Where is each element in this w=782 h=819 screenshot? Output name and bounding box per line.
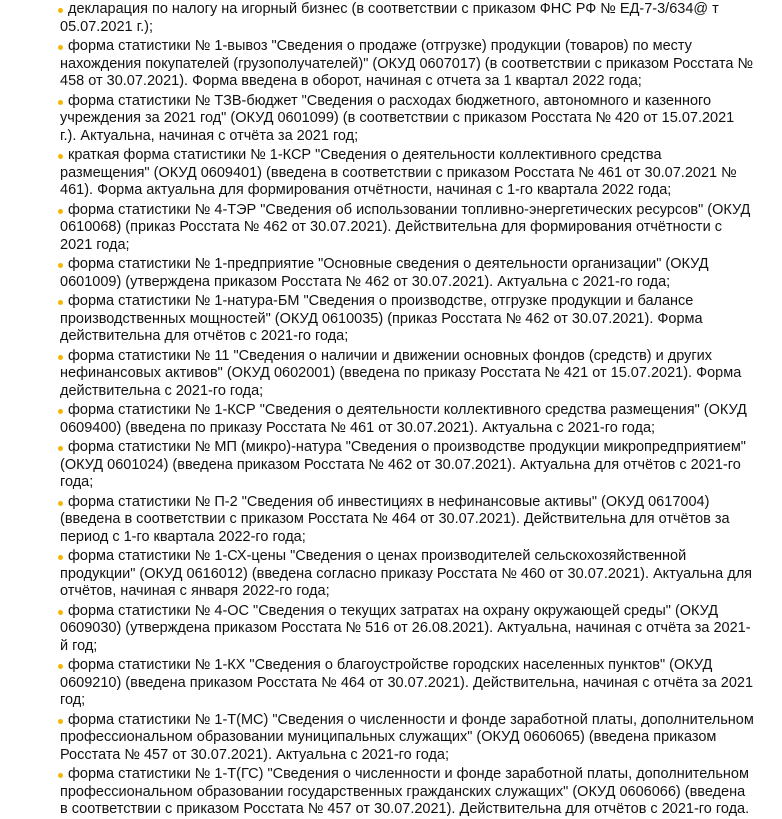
bullet-icon bbox=[58, 209, 63, 214]
list-item-text: форма статистики № 11 "Сведения о наличии и движении основных фондов (средств) и других нефинансовых активов" (ОКУД 0602001) (введена по приказу Росстата № 421 от 15.07.2021). Форма действительна с 2021-го года; bbox=[60, 347, 742, 399]
bullet-icon bbox=[58, 8, 63, 13]
bullet-icon bbox=[58, 501, 63, 506]
bullet-icon bbox=[58, 45, 63, 50]
list-item-text: форма статистики № 1-СХ-цены "Сведения о ценах производителей сельскохозяйственной продукции" (ОКУД 0616012) (введена согласно приказу Росстата № 460 от 30.07.2021). Актуальна для отчётов, начиная с января 2022-го года; bbox=[60, 548, 753, 599]
list-item bbox=[60, 348, 754, 401]
list-item-text: форма статистики № МП (микро)-натура "Сведения о производстве продукции микропредприятием" (ОКУД 0601024) (введена приказом Росстата № 462 от 30.07.2021). Актуальна для отчётов с 2021-го года; bbox=[60, 439, 746, 490]
list-item bbox=[60, 712, 754, 765]
list-item bbox=[60, 603, 754, 656]
list-item-text: форма статистики № 1-Т(ГС) "Сведения о численности и фонде заработной платы, дополнительном профессиональном образовании государственных гражданских служащих" (ОКУД 0606066) (введена в соответствии с приказом Росстата № 457 от 30.07.2021). Действительна для отчётов с 2021-го года. bbox=[60, 766, 750, 817]
list-item bbox=[60, 657, 754, 710]
bullet-icon bbox=[58, 409, 63, 414]
list-item bbox=[60, 202, 754, 255]
bullet-icon bbox=[58, 664, 63, 669]
bullet-icon bbox=[58, 446, 63, 451]
bullet-icon bbox=[58, 719, 63, 724]
list-item-text: форма статистики № 1-Т(МС) "Сведения о численности и фонде заработной платы, дополнительном профессиональном образовании муниципальных служащих" (ОКУД 0606065) (введена приказом Росстата № 457 от 30.07.2021). Актуальна с 2021-го года; bbox=[60, 711, 754, 763]
bullet-icon bbox=[58, 154, 63, 159]
list-item bbox=[60, 439, 754, 492]
bullet-icon bbox=[58, 300, 63, 305]
list-item bbox=[60, 1, 754, 36]
list-item-text: краткая форма статистики № 1-КСР "Сведения о деятельности коллективного средства размещения" (ОКУД 0609401) (введена в соответствии с приказом Росстата № 461 от 30.07.2021 № 461). Форма актуальна для формирования отчётности, начиная с 1-го квартала 2022 года; bbox=[60, 147, 737, 198]
bullet-icon bbox=[58, 100, 63, 105]
bullet-icon bbox=[58, 773, 63, 778]
list-item-text: форма статистики № 4-ТЭР "Сведения об использовании топливно-энергетических ресурсов" (ОКУД 0610068) (приказ Росстата № 462 от 30.07.2021). Действительна для формирования отчётности с 2021 года; bbox=[60, 201, 751, 253]
list-item-text: форма статистики № 1-КХ "Сведения о благоустройстве городских населенных пунктов" (ОКУД 0609210) (введена приказом Росстата № 464 от 30.07.2021). Действительна, начиная с отчёта за 2021 год; bbox=[60, 657, 754, 708]
list-item bbox=[60, 293, 754, 346]
list-item-text: форма статистики № 1-КСР "Сведения о деятельности коллективного средства размещения" (ОКУД 0609400) (введена по приказу Росстата № 461 от 30.07.2021). Актуальна с 2021-го года; bbox=[60, 402, 747, 436]
bullet-icon bbox=[58, 555, 63, 560]
list-item-text: декларация по налогу на игорный бизнес (в соответствии с приказом ФНС РФ № ЕД-7-3/634@ т 05.07.2021 г.); bbox=[60, 1, 719, 35]
list-item bbox=[60, 38, 754, 91]
list-item bbox=[60, 766, 754, 819]
list-item bbox=[60, 93, 754, 146]
list-item bbox=[60, 402, 754, 437]
list-item bbox=[60, 548, 754, 601]
list-item-text: форма статистики № П-2 "Сведения об инвестициях в нефинансовые активы" (ОКУД 0617004) (введена в соответствии с приказом Росстата № 464 от 30.07.2021). Действительна для отчётов за период с 1-го квартала 2022-го года; bbox=[60, 493, 730, 545]
list-item bbox=[60, 256, 754, 291]
list-item-text: форма статистики № 1-натура-БМ "Сведения о производстве, отгрузке продукции и балансе производственных мощностей" (ОКУД 0610035) (приказ Росстата № 462 от 30.07.2021). Форма действительна для отчётов с 2021-го года; bbox=[60, 293, 703, 344]
bullet-icon bbox=[58, 355, 63, 360]
bullet-icon bbox=[58, 610, 63, 615]
list-item-text: форма статистики № 4-ОС "Сведения о текущих затратах на охрану окружающей среды" (ОКУД 0609030) (утверждена приказом Росстата № 516 от 26.08.2021). Актуальна, начиная с отчёта за 2021-й год; bbox=[60, 602, 751, 654]
list-item bbox=[60, 494, 754, 547]
list-item bbox=[60, 147, 754, 200]
bullet-icon bbox=[58, 263, 63, 268]
forms-list bbox=[60, 1, 754, 819]
list-item-text: форма статистики № 1-вывоз "Сведения о продаже (отгрузке) продукции (товаров) по месту нахождения покупателей (грузополучателей)" (ОКУД 0607017) (в соответствии с приказом Росстата № 458 от 30.07.2021). Форма введена в оборот, начиная с отчета за 1 квартал 2022 года; bbox=[60, 38, 754, 89]
list-item-text: форма статистики № ТЗВ-бюджет "Сведения о расходах бюджетного, автономного и казенного учреждения за 2021 год" (ОКУД 0601099) (в соответствии с приказом Росстата № 420 от 15.07.2021 г.). Актуальна, начиная с отчёта за 2021 год; bbox=[60, 92, 735, 144]
list-item-text: форма статистики № 1-предприятие "Основные сведения о деятельности организации" (ОКУД 0601009) (утверждена приказом Росстата № 462 от 30.07.2021). Актуальна с 2021-го года; bbox=[60, 256, 709, 290]
